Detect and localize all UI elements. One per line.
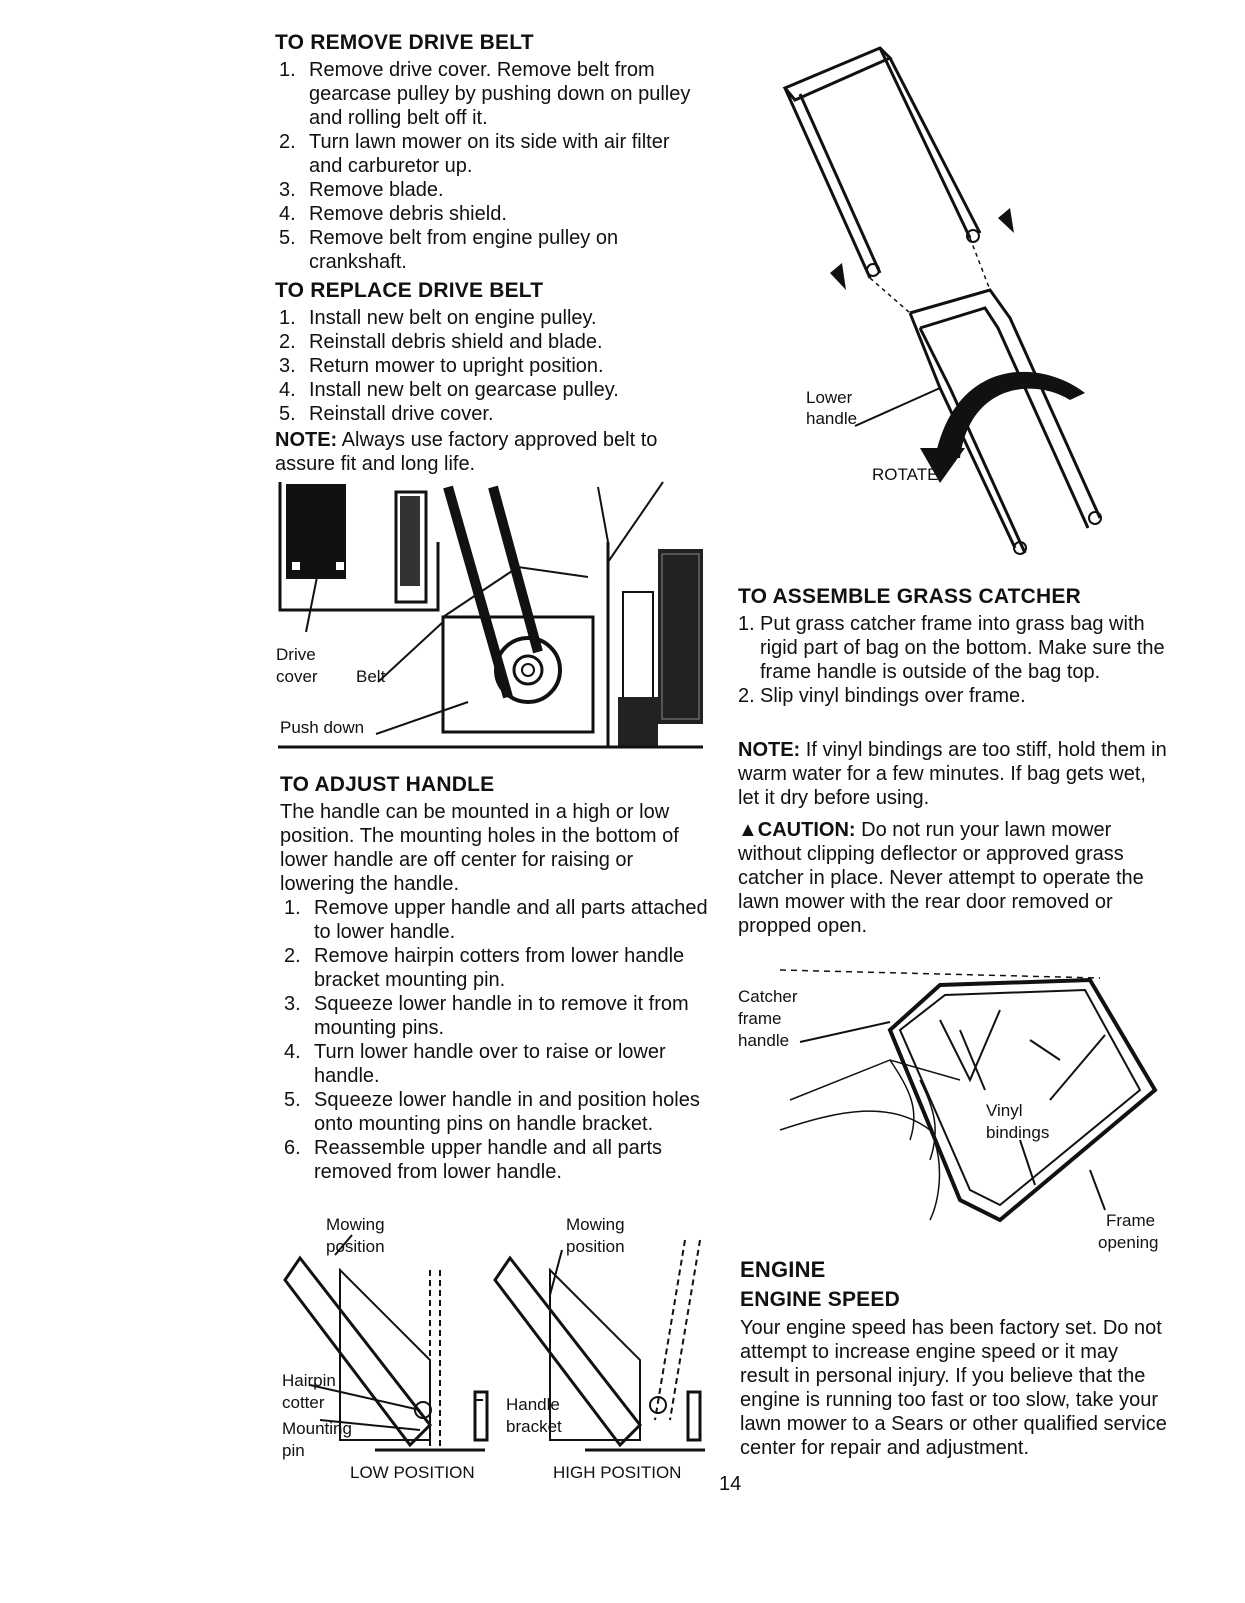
- handle-rotate-illustration: [770, 28, 1120, 558]
- label-mowing-high: Mowing: [566, 1215, 625, 1234]
- label-mowing-low: Mowing: [326, 1215, 385, 1234]
- page-number: 14: [719, 1473, 742, 1495]
- list-item: 2. Slip vinyl bindings over frame.: [738, 685, 1026, 707]
- list-item: 1. Remove upper handle and all parts attached to lower handle.: [284, 897, 708, 943]
- rotate-arrow: [935, 372, 1085, 458]
- label-hairpin: Hairpin: [282, 1371, 336, 1390]
- label-handle: Handle: [506, 1395, 560, 1414]
- note-text: Always use factory approved belt to assure fit and long life.: [275, 429, 658, 475]
- replace-belt-note: [275, 428, 700, 476]
- list-item: 4. Install new belt on gearcase pulley.: [279, 379, 619, 401]
- list-item: 1. Put grass catcher frame into grass bag with rigid part of bag on the bottom. Make sure the frame handle is outside of the bag top.: [738, 613, 1165, 683]
- list-item: 4. Turn lower handle over to raise or lower handle.: [284, 1041, 666, 1087]
- engine-heading: ENGINE: [740, 1257, 826, 1282]
- label-bracket: bracket: [506, 1417, 562, 1436]
- list-item: 6. Reassemble upper handle and all parts removed from lower handle.: [284, 1137, 662, 1183]
- label-cover: cover: [276, 667, 318, 686]
- list-item: 4. Remove debris shield.: [279, 203, 507, 225]
- list-item: 3. Return mower to upright position.: [279, 355, 604, 377]
- list-item: 3. Remove blade.: [279, 179, 444, 201]
- label-cotter: cotter: [282, 1393, 325, 1412]
- label-handle-catcher: handle: [738, 1031, 790, 1050]
- label-lower: Lower: [806, 388, 853, 407]
- knob-icon: [830, 263, 846, 290]
- drive-belt-illustration: [278, 482, 708, 757]
- list-item: 2. Turn lawn mower on its side with air filter and carburetor up.: [279, 131, 670, 177]
- label-rotate: ROTATE: [872, 465, 939, 484]
- label-push-down: Push down: [280, 718, 365, 737]
- replace-belt-heading: TO REPLACE DRIVE BELT: [275, 279, 544, 302]
- adjust-handle-steps: [280, 896, 712, 1184]
- label-catcher: Catcher: [738, 987, 798, 1006]
- adjust-handle-intro: The handle can be mounted in a high or low position. The mounting holes in the bottom of lower handle are off center for raising or lowering the handle.: [280, 801, 679, 895]
- label-pin: pin: [282, 1441, 305, 1460]
- list-item: 1. Install new belt on engine pulley.: [279, 307, 597, 329]
- caution-label: CAUTION:: [757, 819, 856, 841]
- remove-belt-steps: [275, 58, 700, 274]
- remove-belt-heading: TO REMOVE DRIVE BELT: [275, 31, 534, 54]
- note-label: NOTE:: [275, 429, 338, 451]
- caution-block: [738, 818, 1168, 938]
- adjust-handle-heading: TO ADJUST HANDLE: [280, 773, 495, 796]
- note-text: If vinyl bindings are too stiff, hold them in warm water for a few minutes. If bag gets wet, let it dry before using.: [738, 739, 1167, 809]
- label-handle-lower: handle: [806, 409, 858, 428]
- list-item: 2. Reinstall debris shield and blade.: [279, 331, 603, 353]
- label-position-high: position: [566, 1237, 625, 1256]
- grass-catcher-note: [738, 738, 1168, 810]
- low-handle-tube: [285, 1258, 430, 1445]
- label-frame-opening-2: opening: [1098, 1233, 1159, 1252]
- label-low-position: LOW POSITION: [350, 1463, 475, 1482]
- engine-speed-text: Your engine speed has been factory set. Do not attempt to increase engine speed or it may result in personal injury. If you believe that the engine is running too fast or too slow, take your lawn mower to a Sears or other qualified service center for repair and adjustment.: [740, 1317, 1167, 1459]
- caution-text: Do not run your lawn mower without clipping deflector or approved grass catcher in place. Never attempt to operate the lawn mower with the rear door removed or propped open.: [738, 819, 1144, 937]
- label-drive: Drive: [276, 645, 316, 664]
- list-item: 5. Squeeze lower handle in and position holes onto mounting pins on handle bracket.: [284, 1089, 700, 1135]
- list-item: 1. Remove drive cover. Remove belt from gearcase pulley by pushing down on pulley and rolling belt off it.: [279, 59, 691, 129]
- list-item: 3. Squeeze lower handle in to remove it from mounting pins.: [284, 993, 689, 1039]
- note-label: NOTE:: [738, 739, 801, 761]
- replace-belt-steps: [275, 306, 700, 426]
- label-frame-opening-1: Frame: [1106, 1211, 1156, 1230]
- label-high-position: HIGH POSITION: [553, 1463, 682, 1482]
- label-bindings: bindings: [986, 1123, 1050, 1142]
- knob-icon: [998, 208, 1014, 233]
- label-position-low: position: [326, 1237, 385, 1256]
- label-vinyl: Vinyl: [986, 1101, 1023, 1120]
- label-mounting: Mounting: [282, 1419, 352, 1438]
- grass-catcher-steps: [738, 612, 1168, 708]
- list-item: 2. Remove hairpin cotters from lower handle bracket mounting pin.: [284, 945, 685, 991]
- grass-catcher-heading: TO ASSEMBLE GRASS CATCHER: [738, 585, 1081, 608]
- engine-speed-heading: ENGINE SPEED: [740, 1288, 900, 1311]
- warning-triangle-icon: ▲: [738, 819, 758, 841]
- label-belt: Belt: [356, 667, 386, 686]
- list-item: 5. Reinstall drive cover.: [279, 403, 494, 425]
- list-item: 5. Remove belt from engine pulley on crankshaft.: [279, 227, 619, 273]
- label-frame: frame: [738, 1009, 782, 1028]
